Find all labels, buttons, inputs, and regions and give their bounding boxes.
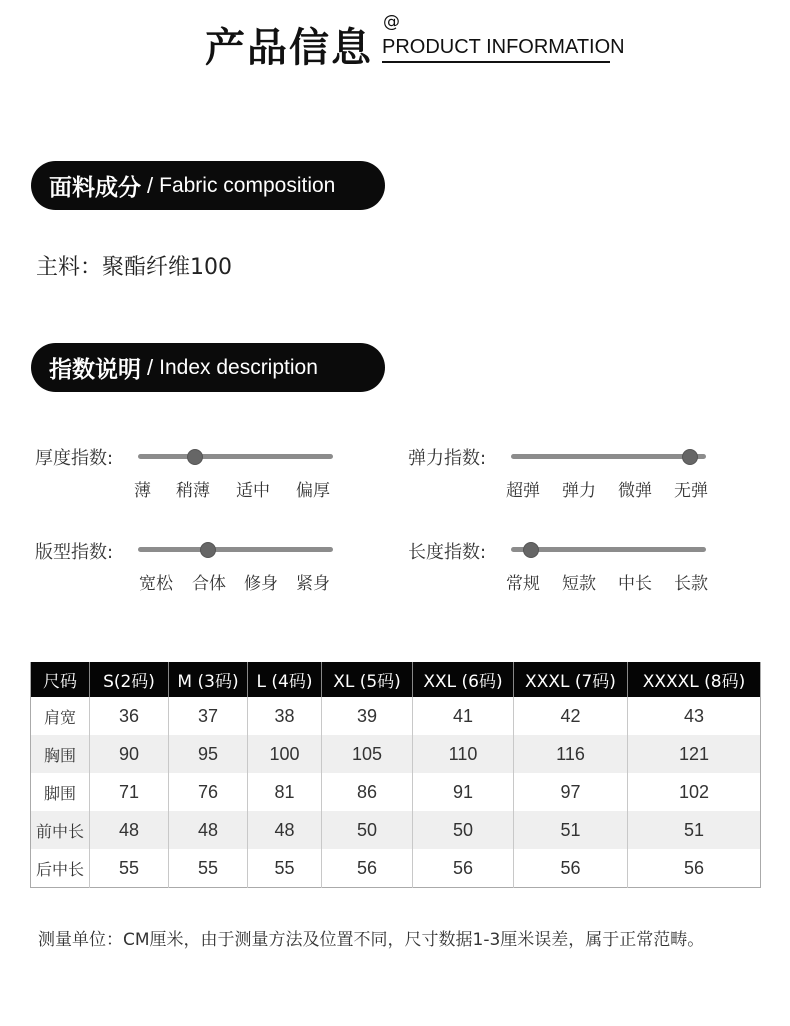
table-cell: 116 [514, 735, 628, 773]
table-cell: 86 [322, 773, 413, 811]
table-header-cell: S(2码) [90, 662, 169, 697]
main-material: 主料：聚酯纤维100 [36, 255, 232, 280]
table-cell: 48 [169, 811, 248, 849]
table-cell: 100 [248, 735, 322, 773]
page-title-en: PRODUCT INFORMATION [382, 36, 610, 63]
table-cell: 43 [683, 705, 705, 726]
table-cell: 90 [90, 735, 169, 773]
table-cell: 76 [169, 773, 248, 811]
option-standard-length: 常规 [506, 574, 540, 594]
table-cell: 110 [413, 735, 514, 773]
table-cell: 37 [169, 697, 248, 735]
table-cell: 105 [322, 735, 413, 773]
table-header-cell: XL (5码) [322, 662, 413, 697]
option-loose: 宽松 [139, 574, 173, 594]
table-cell: 前中长 [31, 811, 90, 849]
option-mid-length: 中长 [618, 574, 652, 594]
table-cell: 脚围 [31, 773, 90, 811]
fit-index-options [139, 569, 336, 594]
table-cell: 后中长 [31, 849, 90, 888]
table-cell: 81 [248, 773, 322, 811]
table-cell: 39 [322, 697, 413, 735]
elasticity-index-options [506, 476, 714, 501]
option-slightly-thin: 稍薄 [176, 481, 210, 501]
index-heading-separator: / [147, 354, 154, 380]
table-cell: 56 [413, 849, 514, 888]
thickness-index-knob [187, 449, 203, 465]
table-cell: 95 [169, 735, 248, 773]
table-cell: 48 [248, 811, 322, 849]
table-cell: 91 [413, 773, 514, 811]
thickness-index-track [138, 454, 333, 459]
table-cell: 102 [678, 781, 710, 802]
table-cell: 56 [322, 849, 413, 888]
fabric-section-heading [31, 161, 385, 210]
table-cell: 51 [628, 811, 761, 849]
fit-index-track [138, 547, 333, 552]
length-index-knob [523, 542, 539, 558]
table-header-cell: XXL (6码) [413, 662, 514, 697]
thickness-index-label: 厚度指数: [35, 448, 114, 469]
table-row [31, 773, 761, 811]
table-cell: 71 [90, 773, 169, 811]
table-cell: 51 [514, 811, 628, 849]
fabric-heading-cn: 面料成分 [49, 175, 141, 201]
fit-index-knob [200, 542, 216, 558]
fit-index-label: 版型指数: [35, 542, 114, 563]
length-index-options [506, 569, 714, 594]
option-slight-stretch: 微弹 [618, 481, 652, 501]
table-cell: 38 [248, 697, 322, 735]
table-header-cell: L (4码) [248, 662, 322, 697]
table-row [31, 697, 761, 735]
table-cell: 121 [628, 735, 761, 773]
thickness-index-options [134, 476, 336, 501]
table-cell: 肩宽 [31, 697, 90, 735]
table-cell: 55 [248, 849, 322, 888]
option-thin: 薄 [134, 481, 151, 501]
table-row [31, 735, 761, 773]
table-header-cell: XXXL (7码) [514, 662, 628, 697]
at-symbol: @ [383, 12, 400, 32]
option-tight: 紧身 [296, 574, 330, 594]
table-cell: 42 [514, 697, 628, 735]
elasticity-index-track [511, 454, 706, 459]
table-header-row [31, 662, 761, 697]
table-cell: 胸围 [31, 735, 90, 773]
table-cell: 56 [683, 857, 705, 878]
length-index-label: 长度指数: [408, 542, 487, 563]
table-cell: 48 [90, 811, 169, 849]
table-row [31, 849, 761, 888]
length-index-track [511, 547, 706, 552]
fabric-heading-separator: / [147, 172, 154, 198]
table-cell: 50 [413, 811, 514, 849]
index-heading-en: Index description [159, 355, 318, 379]
option-slim: 修身 [244, 574, 278, 594]
option-no-stretch: 无弹 [674, 481, 708, 501]
option-super-stretch: 超弹 [506, 481, 540, 501]
option-moderate: 适中 [236, 481, 270, 501]
table-cell: 97 [514, 773, 628, 811]
elasticity-index-label: 弹力指数: [408, 448, 487, 469]
size-table [30, 662, 761, 888]
index-heading-cn: 指数说明 [49, 357, 141, 383]
table-cell: 50 [322, 811, 413, 849]
table-cell: 36 [90, 697, 169, 735]
elasticity-index-knob [682, 449, 698, 465]
table-header-cell: M (3码) [169, 662, 248, 697]
table-cell: 56 [514, 849, 628, 888]
option-thick: 偏厚 [296, 481, 330, 501]
option-long: 长款 [674, 574, 708, 594]
table-cell: 55 [169, 849, 248, 888]
table-header-cell: 尺码 [31, 662, 90, 697]
table-row [31, 811, 761, 849]
option-regular: 合体 [192, 574, 226, 594]
option-stretch: 弹力 [562, 481, 596, 501]
table-cell: 55 [90, 849, 169, 888]
index-section-heading [31, 343, 385, 392]
measurement-note: 测量单位：CM厘米，由于测量方法及位置不同，尺寸数据1-3厘米误差，属于正常范畴。 [38, 930, 705, 950]
fabric-heading-en: Fabric composition [159, 173, 336, 197]
table-cell: 41 [413, 697, 514, 735]
table-header-cell: XXXXL (8码) [628, 662, 761, 697]
option-short: 短款 [562, 574, 596, 594]
page-title-cn: 产品信息 [205, 25, 373, 71]
